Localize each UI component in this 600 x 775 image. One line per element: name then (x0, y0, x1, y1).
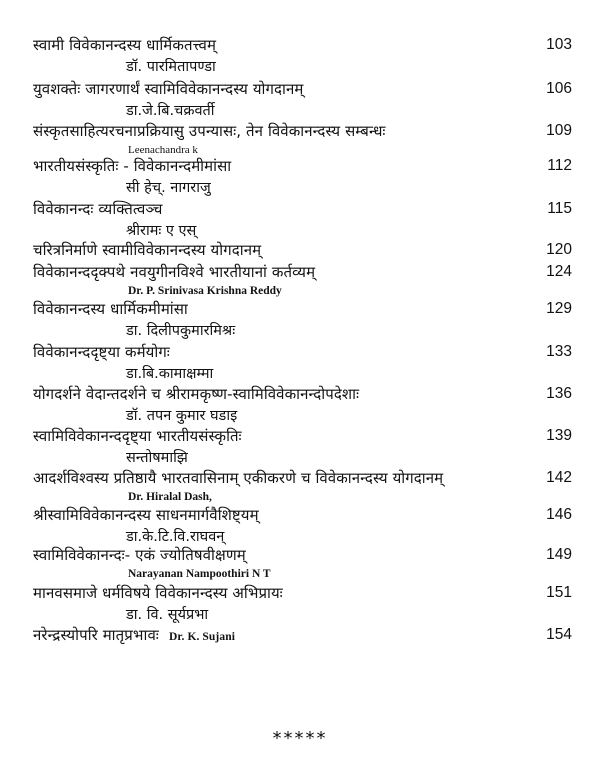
page-number: 142 (546, 469, 572, 486)
entry-title: मानवसमाजे धर्मविषये विवेकानन्दस्य अभिप्रायः (33, 584, 283, 602)
page-number: 146 (546, 506, 572, 523)
entry-title: भारतीयसंस्कृतिः - विवेकानन्दमीमांसा (33, 157, 232, 175)
page-number: 139 (546, 427, 572, 444)
page-number: 112 (547, 157, 572, 174)
entry-title: स्वामिविवेकानन्दः- एकं ज्योतिषवीक्षणम् (33, 546, 246, 564)
entry-author: डा. दिलीपकुमारमिश्रः (126, 323, 236, 339)
entry-title-text: नरेन्द्रस्योपरि मातृप्रभावः (33, 626, 159, 644)
entry-author: डा.बि.कामाक्षम्मा (126, 366, 214, 382)
page-number: 106 (546, 80, 572, 97)
page-number: 124 (546, 263, 572, 280)
entry-author: Dr. Hiralal Dash, (128, 491, 212, 503)
page-number: 136 (546, 385, 572, 402)
page-number: 109 (546, 122, 572, 139)
entry-title: युवशक्तेः जागरणार्थं स्वामिविवेकानन्दस्य योगदानम् (33, 80, 304, 98)
entry-title: विवेकानन्ददृक्पथे नवयुगीनविश्वे भारतीयानां कर्तव्यम् (33, 263, 316, 281)
entry-title: विवेकानन्ददृष्ट्या कर्मयोगः (33, 343, 170, 361)
page-number: 103 (546, 36, 572, 53)
entry-author: डा.जे.बि.चक्रवर्ती (126, 103, 215, 119)
entry-author: Dr. P. Srinivasa Krishna Reddy (128, 285, 282, 297)
page-number: 149 (546, 546, 572, 563)
entry-title: विवेकानन्दः व्यक्तित्वञ्च (33, 200, 163, 218)
entry-author: Narayanan Nampoothiri N T (128, 568, 271, 580)
end-mark: ***** (272, 728, 328, 749)
page-number: 115 (547, 200, 572, 217)
page-number: 133 (546, 343, 572, 360)
entry-title: श्रीस्वामिविवेकानन्दस्य साधनमार्गवैशिष्ट्यम् (33, 506, 259, 524)
entry-author: डॉ. तपन कुमार घडाइ (126, 408, 238, 424)
entry-author: Leenachandra k (128, 144, 198, 156)
entry-title: विवेकानन्दस्य धार्मिकमीमांसा (33, 300, 188, 318)
page-number: 129 (546, 300, 572, 317)
entry-author: डा. वि. सूर्यप्रभा (126, 607, 209, 623)
entry-title: स्वामिविवेकानन्ददृष्ट्या भारतीयसंस्कृतिः (33, 427, 242, 445)
entry-author: Dr. K. Sujani (168, 631, 235, 643)
entry-author: सन्तोषमाझि (126, 450, 188, 466)
entry-author: डा.के.टि.वि.राघवन् (126, 529, 225, 545)
entry-author: सी हेच्. नागराजु (126, 180, 211, 196)
entry-title: संस्कृतसाहित्यरचनाप्रक्रियासु उपन्यासः, तेन विवेकानन्दस्य सम्बन्धः (33, 122, 386, 140)
entry-author: श्रीरामः ए एस् (126, 223, 197, 239)
page-number: 120 (546, 241, 572, 258)
entry-author: डॉ. पारमितापण्डा (126, 59, 216, 75)
entry-title: स्वामी विवेकानन्दस्य धार्मिकतत्त्वम् (33, 36, 217, 54)
entry-title: आदर्शविश्वस्य प्रतिष्ठायै भारतवासिनाम् एकीकरणे च विवेकानन्दस्य योगदानम् (33, 469, 444, 487)
page-number: 154 (546, 626, 572, 643)
entry-title (33, 624, 235, 648)
page-number: 151 (546, 584, 572, 601)
entry-title: चरित्रनिर्माणे स्वामीविवेकानन्दस्य योगदानम् (33, 241, 262, 259)
entry-title: योगदर्शने वेदान्तदर्शने च श्रीरामकृष्ण-स्वामिविवेकानन्दोपदेशाः (33, 385, 360, 403)
